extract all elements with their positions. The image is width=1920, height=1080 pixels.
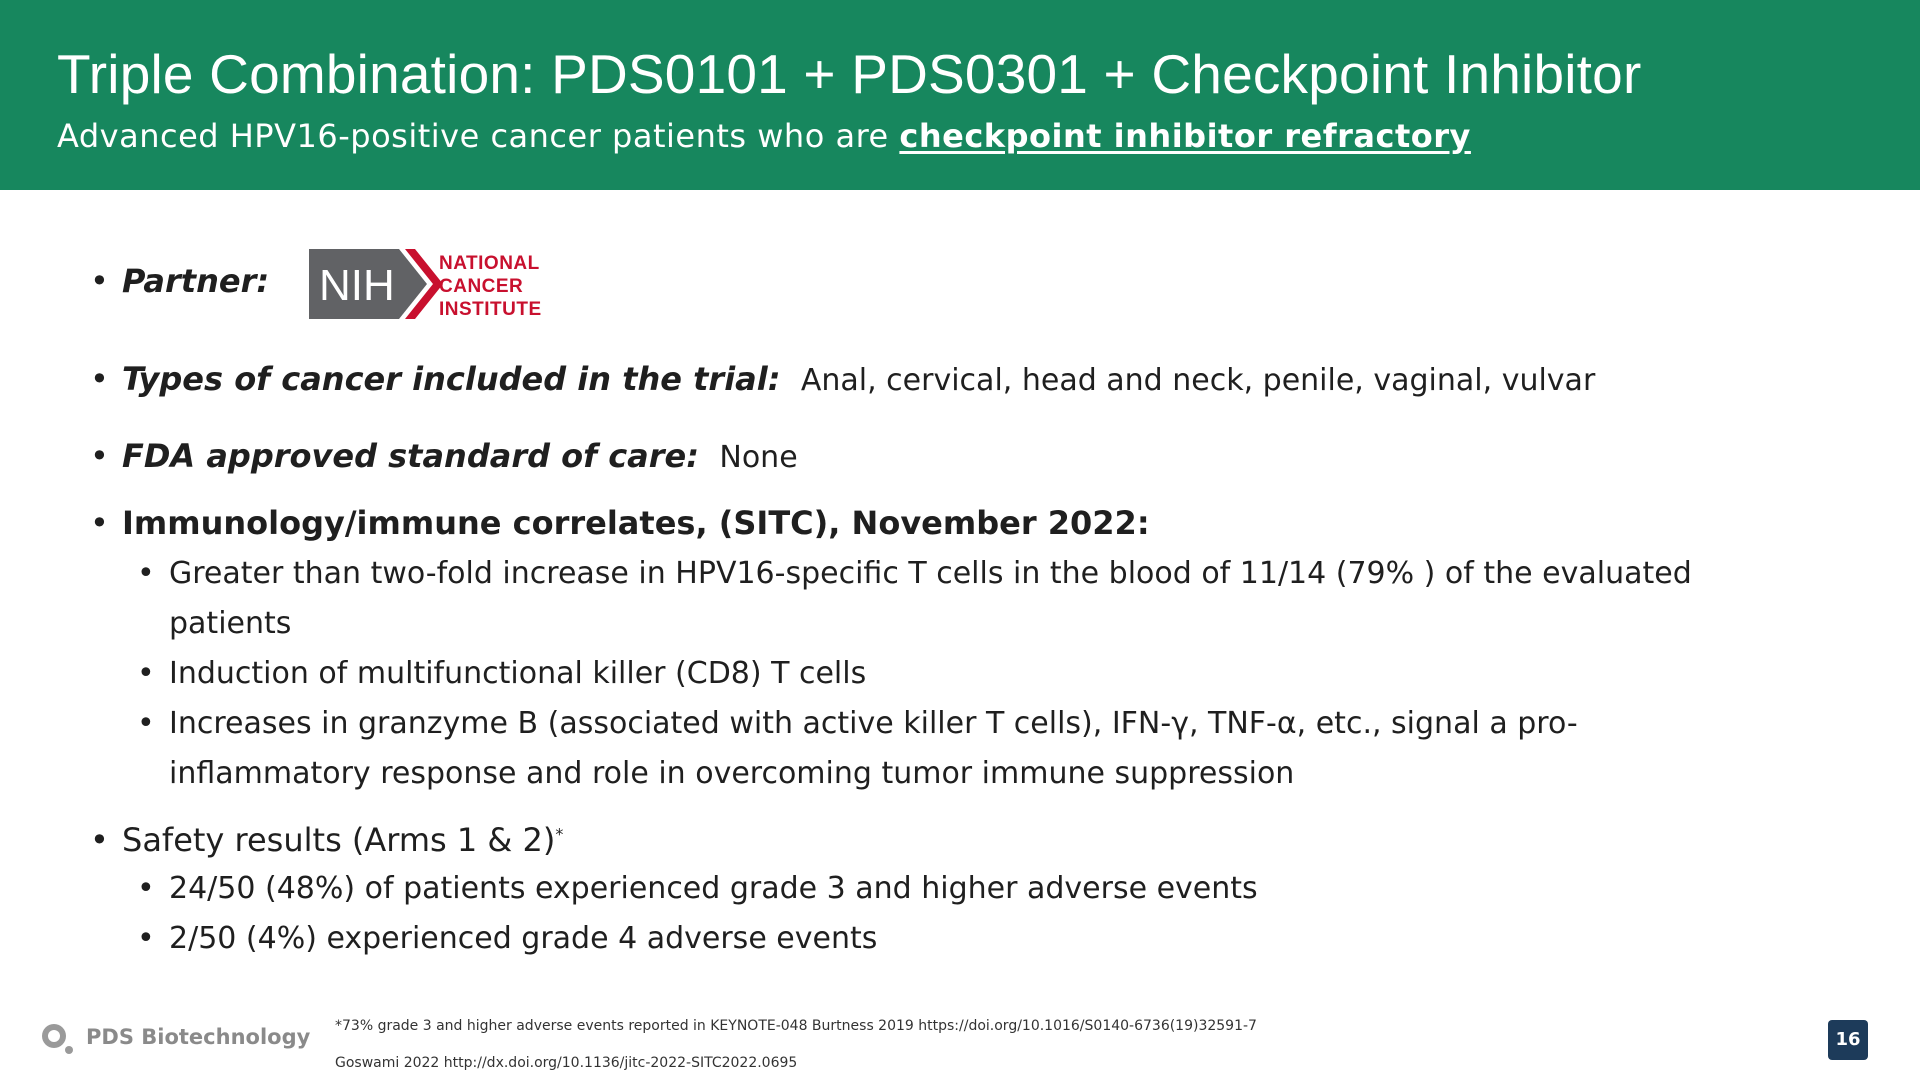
footnote-1: *73% grade 3 and higher adverse events reported in KEYNOTE-048 Burtness 2019 https://doi.org/10.1016/S0140-6736(19)32591-7: [335, 1018, 1257, 1034]
list-item-continuation: [169, 606, 291, 641]
fda-row: [90, 437, 798, 475]
fda-value: None: [719, 440, 798, 475]
nci-line-1: NATIONAL: [439, 253, 540, 274]
subtitle-prefix: Advanced HPV16-positive cancer patients who are: [57, 117, 900, 155]
bullet-icon: •: [90, 504, 109, 542]
nci-line-3: INSTITUTE: [439, 299, 542, 320]
list-item-text: 24/50 (48%) of patients experienced grade 3 and higher adverse events: [169, 871, 1258, 906]
partner-row: [90, 262, 269, 300]
bullet-icon: •: [90, 360, 109, 398]
list-item-text: Induction of multifunctional killer (CD8) T cells: [169, 656, 867, 691]
bullet-icon: •: [90, 821, 109, 859]
types-row: [90, 360, 1595, 398]
fda-label: FDA approved standard of care:: [122, 437, 700, 475]
safety-heading: Safety results (Arms 1 & 2): [122, 821, 556, 859]
list-item: [137, 556, 1692, 591]
page-number-badge: 16: [1828, 1020, 1868, 1060]
safety-footnote-marker: *: [555, 824, 564, 844]
immunology-heading-row: [90, 504, 1150, 542]
list-item-text: patients: [169, 606, 292, 641]
nci-wordmark: [439, 252, 542, 321]
bullet-icon: •: [137, 871, 155, 906]
list-item: [137, 871, 1258, 906]
partner-label: Partner:: [122, 262, 270, 300]
nci-line-2: CANCER: [439, 276, 524, 297]
safety-heading-row: [90, 821, 563, 859]
types-value: Anal, cervical, head and neck, penile, vaginal, vulvar: [800, 363, 1596, 398]
list-item-text: Increases in granzyme B (associated with active killer T cells), IFN-γ, TNF-α, etc., signal a pro-: [169, 706, 1578, 741]
bullet-icon: •: [137, 921, 155, 956]
immunology-heading: Immunology/immune correlates, (SITC), November 2022:: [122, 504, 1150, 542]
slide-title: Triple Combination: PDS0101 + PDS0301 + Checkpoint Inhibitor: [57, 43, 1642, 105]
header-banner: [0, 0, 1920, 190]
list-item-text: 2/50 (4%) experienced grade 4 adverse events: [169, 921, 878, 956]
list-item: [137, 656, 866, 691]
types-label: Types of cancer included in the trial:: [122, 360, 781, 398]
bullet-icon: •: [137, 706, 155, 741]
bullet-icon: •: [137, 556, 155, 591]
footer-brand: PDS Biotechnology: [86, 1025, 311, 1049]
bullet-icon: •: [90, 437, 109, 475]
list-item-text: inflammatory response and role in overcoming tumor immune suppression: [169, 756, 1295, 791]
list-item: [137, 706, 1578, 741]
pds-logo-icon: [40, 1020, 76, 1056]
slide-subtitle: [57, 117, 1471, 155]
bullet-icon: •: [90, 262, 109, 300]
list-item-text: Greater than two-fold increase in HPV16-specific T cells in the blood of 11/14 (79% ) of the evaluated: [169, 556, 1692, 591]
bullet-icon: •: [137, 656, 155, 691]
nih-logo-initials: NIH: [319, 261, 395, 310]
footnote-2: Goswami 2022 http://dx.doi.org/10.1136/jitc-2022-SITC2022.0695: [335, 1055, 798, 1071]
list-item-continuation: [169, 756, 1294, 791]
list-item: [137, 921, 877, 956]
subtitle-emphasis: checkpoint inhibitor refractory: [899, 117, 1471, 155]
